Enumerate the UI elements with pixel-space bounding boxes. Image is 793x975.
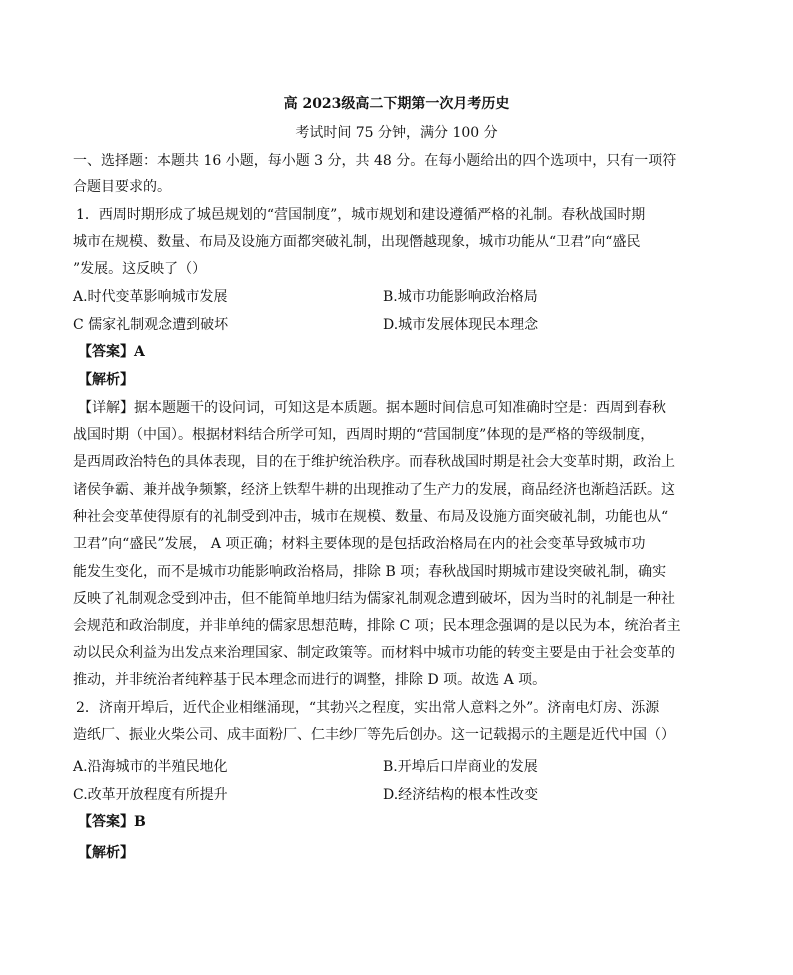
question-2-option-b: B.开埠后口岸商业的发展 [383,759,538,775]
question-1-stem: ”发展。这反映了（） [73,261,207,277]
section-intro-line: 一、选择题：本题共 16 小题，每小题 3 分，共 48 分。在每小题给出的四个选项中，只有一项符 [73,153,677,169]
analysis-text-line: 【详解】据本题题干的设问词，可知这是本质题。据本题时间信息可知准确时空是：西周到春秋 [78,400,666,416]
analysis-text-line: 诸侯争霸、兼并战争频繁，经济上铁犁牛耕的出现推动了生产力的发展，商品经济也渐趋活跃。这 [73,482,675,498]
analysis-text-line: 动以民众利益为出发点来治理国家、制定政策等。而材料中城市功能的转变主要是由于社会变革的 [73,645,675,661]
question-2-answer: 【答案】B [78,814,146,830]
analysis-text-line: 推动，并非统治者纯粹基于民本理念而进行的调整，排除 D 项。故选 A 项。 [73,672,547,688]
question-1-stem: 城市在规模、数量、布局及设施方面都突破礼制，出现僭越现象，城市功能从“卫君”向“盛民 [73,234,641,250]
question-1-analysis-label: 【解析】 [78,372,134,388]
analysis-text-line: 种社会变革使得原有的礼制受到冲击，城市在规模、数量、布局及设施方面突破礼制，功能也从“ [73,509,669,525]
question-2-stem: 造纸厂、振业火柴公司、成丰面粉厂、仁丰纱厂等先后创办。这一记载揭示的主题是近代中国（） [73,727,675,743]
question-2-stem: 2．济南开埠后，近代企业相继涌现，“其勃兴之程度，实出常人意料之外”。济南电灯房、泺源 [76,700,660,716]
section-intro-line: 合题目要求的。 [73,179,171,195]
analysis-text-line: 是西周政治特色的具体表现，目的在于维护统治秩序。而春秋战国时期是社会大变革时期，政治上 [73,454,675,470]
analysis-text-line: 能发生变化，而不是城市功能影响政治格局，排除 B 项；春秋战国时期城市建设突破礼制，确实 [73,564,667,580]
question-2-option-d: D.经济结构的根本性改变 [383,787,539,803]
question-1-option-a: A.时代变革影响城市发展 [73,289,228,305]
question-1-option-b: B.城市功能影响政治格局 [383,289,538,305]
document-title: 高 2023级高二下期第一次月考历史 [283,96,510,112]
question-2-option-c: C.改革开放程度有所提升 [73,787,228,803]
analysis-text-line: 卫君”向“盛民”发展， A 项正确；材料主要体现的是包括政治格局在内的社会变革导致城市功 [73,536,646,552]
question-1-option-d: D.城市发展体现民本理念 [383,317,539,333]
question-1-answer: 【答案】A [78,344,145,360]
question-1-option-c: C 儒家礼制观念遭到破坏 [73,317,229,333]
question-2-option-a: A.沿海城市的半殖民地化 [73,759,228,775]
question-2-analysis-label: 【解析】 [78,845,134,861]
exam-info: 考试时间 75 分钟，满分 100 分 [295,125,498,141]
analysis-text-line: 反映了礼制观念受到冲击，但不能简单地归结为儒家礼制观念遭到破坏，因为当时的礼制是一种社 [73,591,675,607]
question-1-stem: 1．西周时期形成了城邑规划的“营国制度”，城市规划和建设遵循严格的礼制。春秋战国时期 [76,207,646,223]
analysis-text-line: 会规范和政治制度，并非单纯的儒家思想范畴，排除 C 项；民本理念强调的是以民为本，统治者主 [73,618,681,634]
analysis-text-line: 战国时期（中国）。根据材料结合所学可知，西周时期的“营国制度”体现的是严格的等级制度， [73,427,655,443]
